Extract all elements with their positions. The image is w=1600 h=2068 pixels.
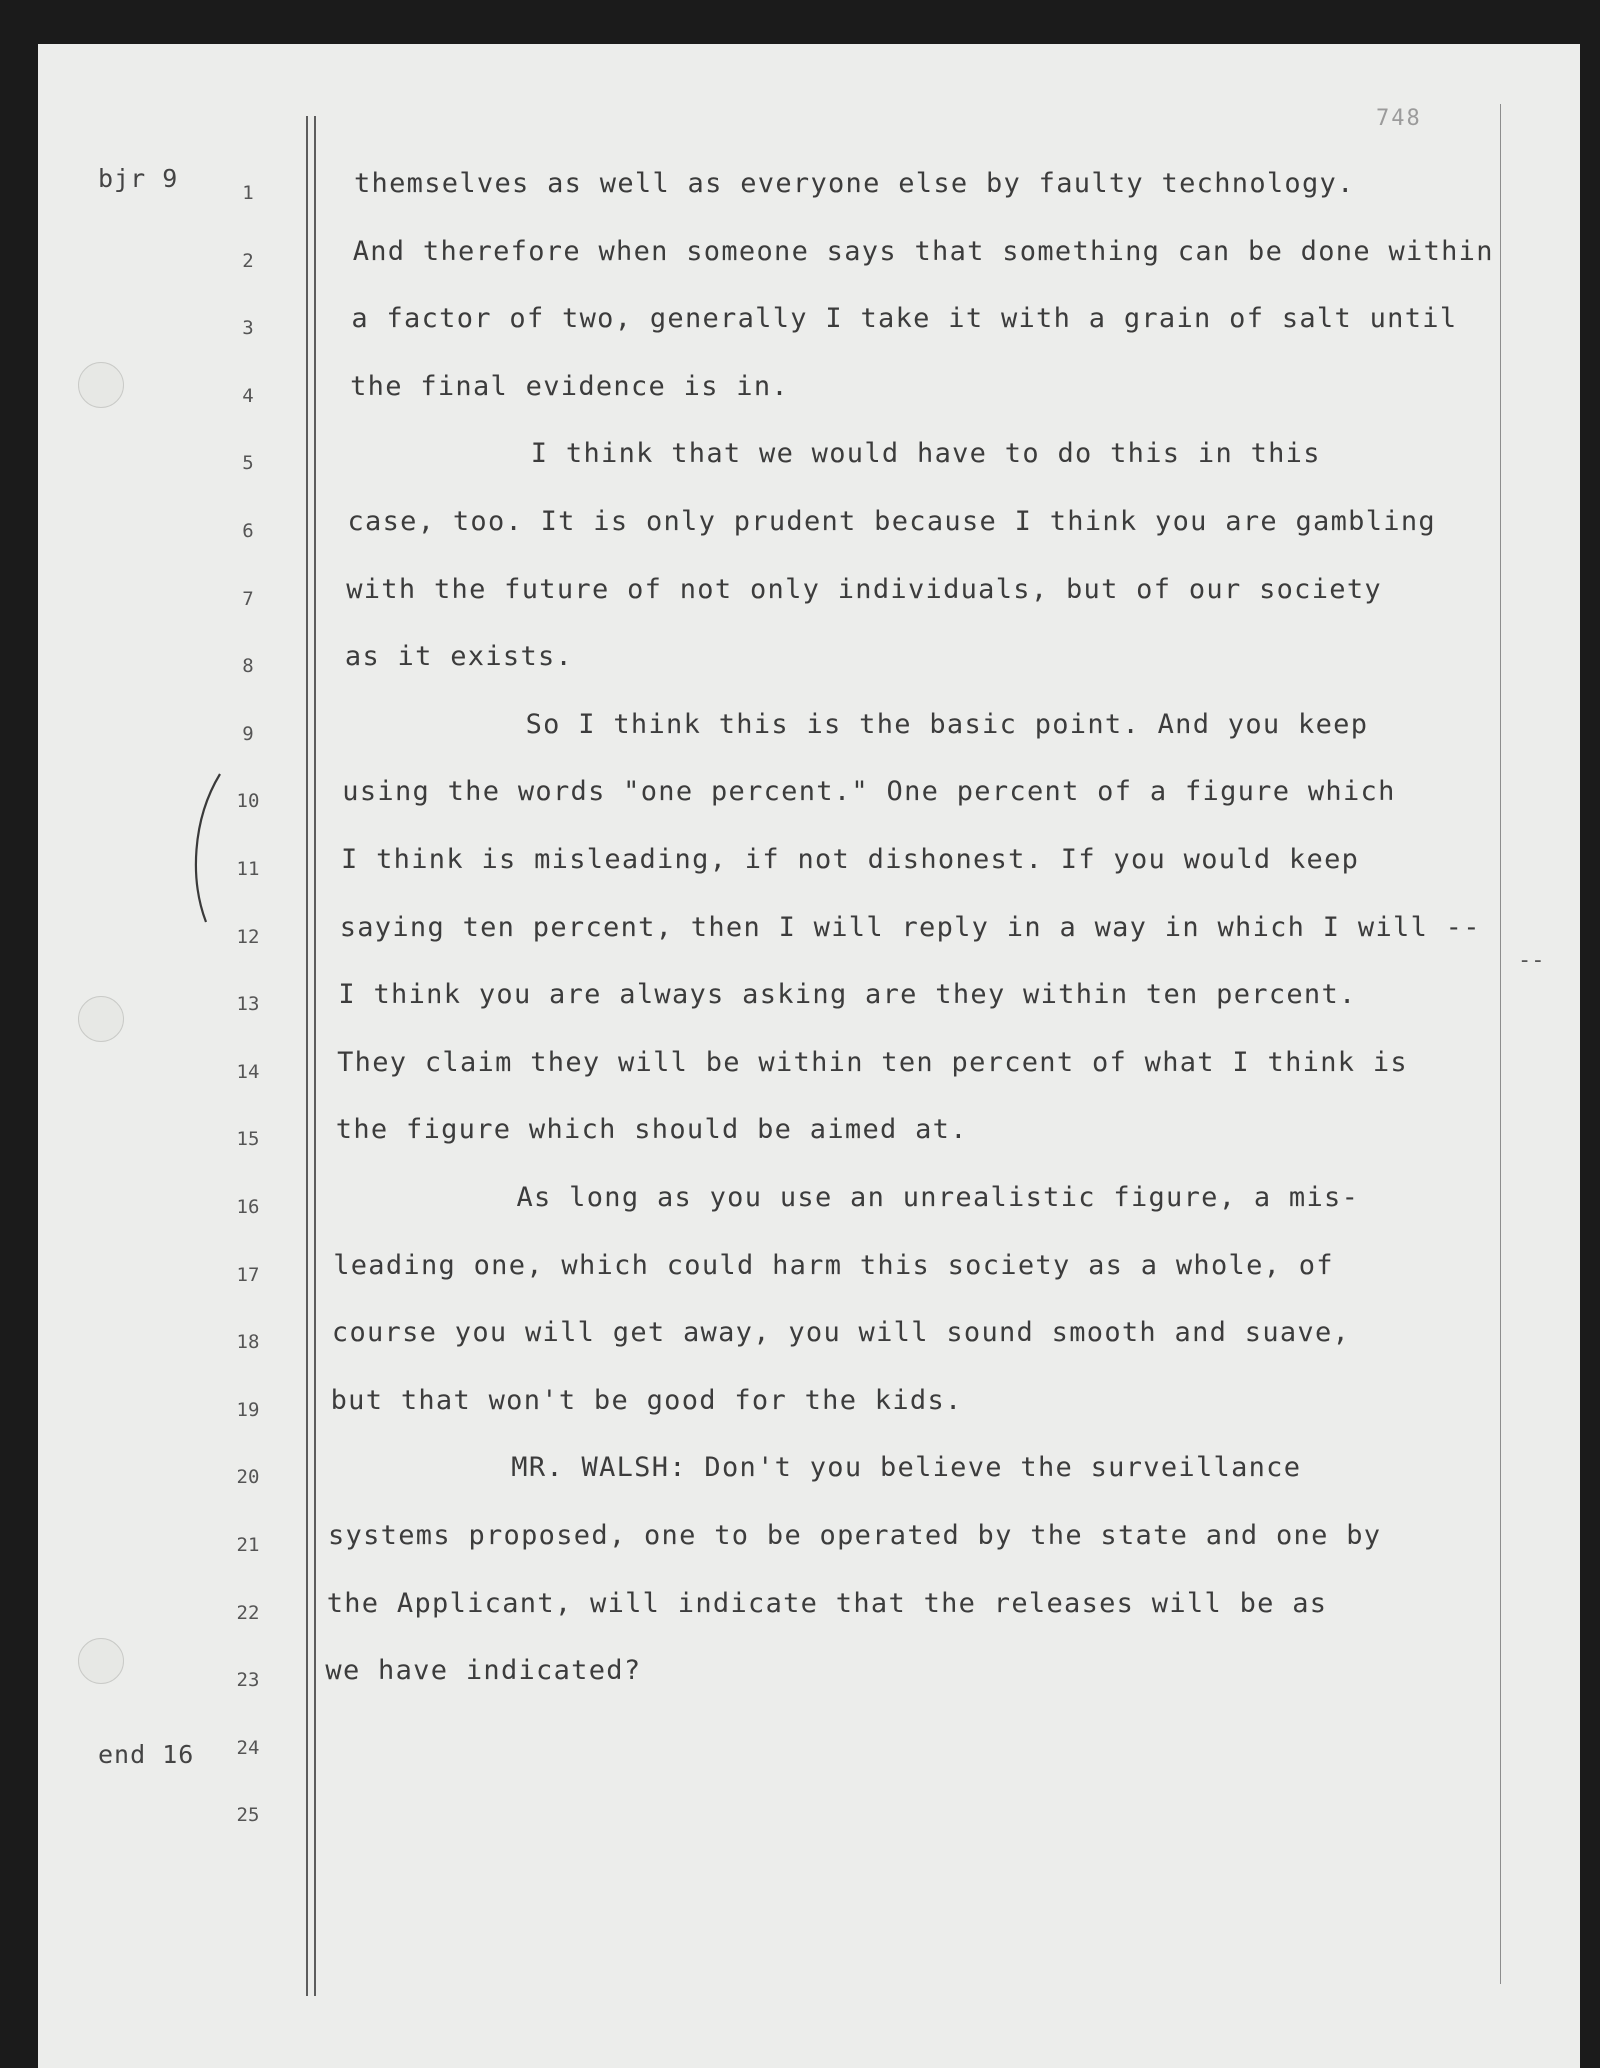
transcript-line: As long as you use an unrealistic figure, a mis- bbox=[516, 1182, 1360, 1213]
transcript-line: leading one, which could harm this society as a whole, of bbox=[333, 1249, 1334, 1281]
line-number: 17 bbox=[236, 1263, 260, 1286]
line-number: 19 bbox=[236, 1398, 260, 1421]
line-number: 16 bbox=[236, 1196, 260, 1218]
transcript-line: MR. WALSH: Don't you believe the surveillance bbox=[511, 1452, 1302, 1484]
left-margin-rule bbox=[306, 116, 308, 1996]
transcript-line: but that won't be good for the kids. bbox=[330, 1384, 963, 1416]
line-number: 11 bbox=[236, 858, 260, 880]
line-number: 9 bbox=[242, 722, 254, 745]
transcript-line: saying ten percent, then I will reply in a way in which I will -- bbox=[339, 911, 1481, 943]
transcript-line: the Applicant, will indicate that the releases will be as bbox=[326, 1587, 1328, 1619]
line-number: 18 bbox=[236, 1331, 260, 1354]
transcript-line: course you will get away, you will sound smooth and suave, bbox=[331, 1317, 1351, 1349]
margin-note-top: bjr 9 bbox=[98, 164, 179, 193]
transcript-line: And therefore when someone says that something can be done within bbox=[352, 235, 1494, 267]
line-number: 3 bbox=[242, 317, 254, 340]
line-number: 15 bbox=[236, 1128, 260, 1151]
transcript-line: the final evidence is in. bbox=[350, 370, 789, 402]
transcript-line: the figure which should be aimed at. bbox=[335, 1114, 968, 1146]
punch-hole bbox=[78, 1638, 124, 1684]
page-number: 748 bbox=[1376, 106, 1422, 131]
line-number: 6 bbox=[242, 520, 254, 542]
line-number: 12 bbox=[236, 925, 260, 948]
line-number: 24 bbox=[236, 1736, 260, 1759]
transcript-line: case, too. It is only prudent because I think you are gambling bbox=[347, 506, 1436, 537]
line-number: 23 bbox=[236, 1669, 260, 1692]
transcript-line: a factor of two, generally I take it with a grain of salt until bbox=[351, 303, 1458, 335]
transcript-line: They claim they will be within ten percent of what I think is bbox=[337, 1046, 1408, 1078]
handwritten-bracket-mark bbox=[188, 770, 228, 930]
line-number: 20 bbox=[236, 1466, 260, 1489]
transcript-page bbox=[38, 44, 1580, 2068]
line-number: 8 bbox=[242, 655, 254, 678]
line-number: 7 bbox=[242, 587, 254, 610]
line-number: 14 bbox=[236, 1060, 260, 1083]
transcript-line: I think that we would have to do this in this bbox=[530, 438, 1321, 470]
line-number: 21 bbox=[236, 1534, 260, 1556]
line-number: 22 bbox=[236, 1601, 260, 1624]
line-number: 1 bbox=[242, 182, 254, 204]
line-number: 10 bbox=[236, 790, 260, 813]
line-number: 25 bbox=[236, 1804, 260, 1827]
transcript-line: as it exists. bbox=[344, 641, 574, 673]
transcript-line: So I think this is the basic point. And you keep bbox=[525, 708, 1369, 740]
transcript-line: with the future of not only individuals, but of our society bbox=[346, 573, 1382, 605]
punch-hole bbox=[78, 996, 124, 1042]
transcript-line: themselves as well as everyone else by faulty technology. bbox=[354, 168, 1355, 199]
transcript-line: we have indicated? bbox=[325, 1655, 642, 1687]
line-number: 4 bbox=[242, 384, 254, 407]
margin-dash-mark: -- bbox=[1518, 948, 1545, 973]
transcript-line: using the words "one percent." One percent of a figure which bbox=[342, 776, 1396, 808]
transcript-line: I think you are always asking are they within ten percent. bbox=[338, 979, 1357, 1011]
margin-note-bottom: end 16 bbox=[98, 1740, 195, 1769]
line-number: 5 bbox=[242, 452, 254, 475]
transcript-line: systems proposed, one to be operated by the state and one by bbox=[328, 1520, 1382, 1551]
line-number: 2 bbox=[242, 249, 254, 272]
punch-hole bbox=[78, 362, 124, 408]
line-number: 13 bbox=[236, 993, 260, 1016]
transcript-line: I think is misleading, if not dishonest. If you would keep bbox=[341, 844, 1360, 875]
left-margin-rule bbox=[314, 116, 316, 1996]
right-margin-rule bbox=[1500, 104, 1501, 1984]
